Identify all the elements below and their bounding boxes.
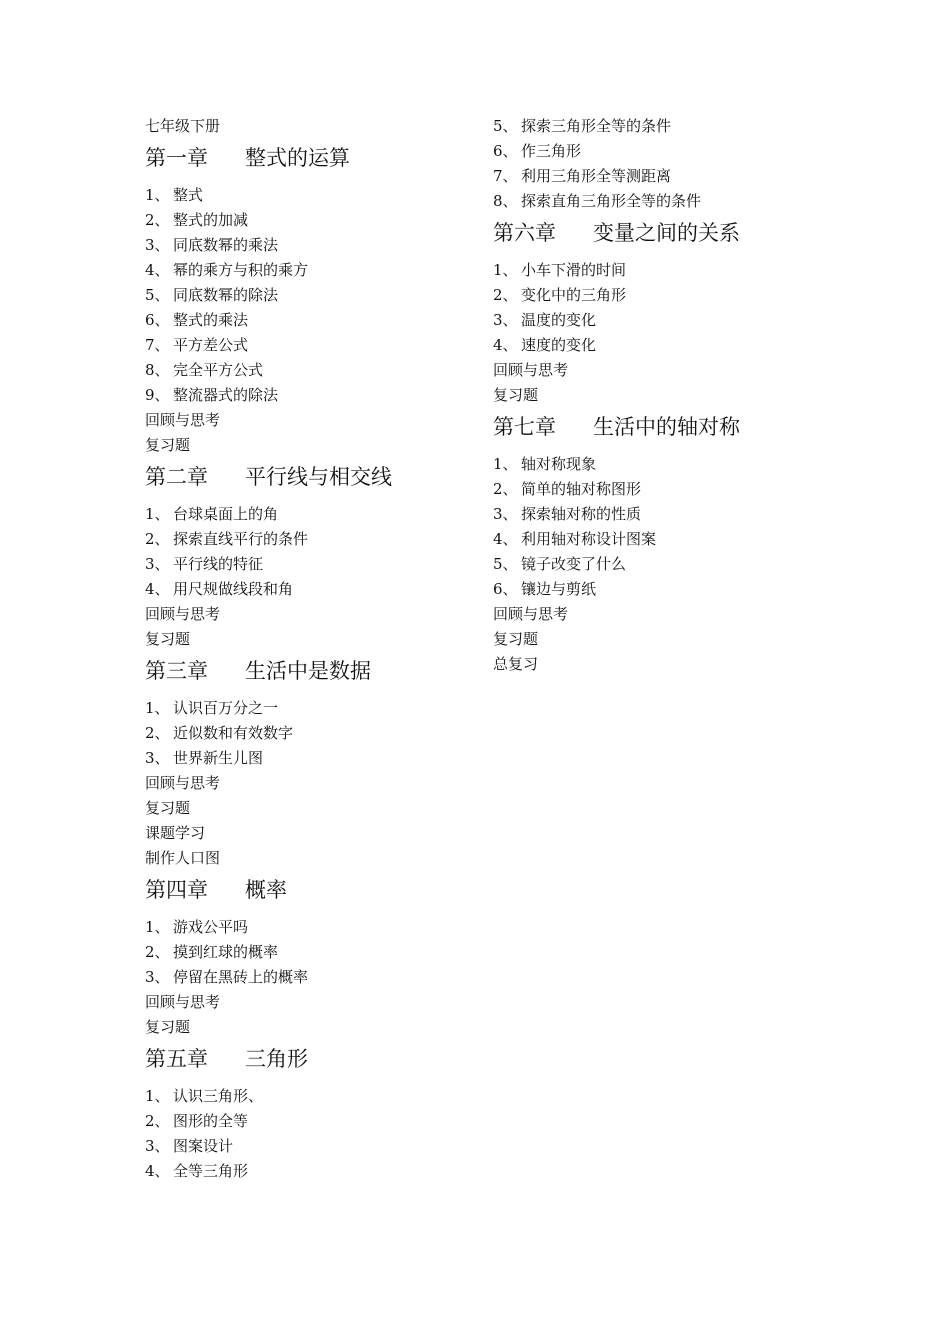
toc-item bbox=[145, 233, 475, 258]
toc-item-number: 3、 bbox=[145, 555, 170, 573]
chapter-number: 第三章 bbox=[145, 659, 208, 683]
chapter-number: 第一章 bbox=[145, 146, 208, 170]
toc-item-number: 7、 bbox=[493, 167, 518, 185]
toc-extra-item: 复习题 bbox=[493, 630, 539, 648]
toc-item-text: 变化中的三角形 bbox=[521, 286, 627, 304]
left-column bbox=[145, 114, 475, 1184]
toc-extra-item: 回顾与思考 bbox=[145, 774, 221, 792]
chapter-title: 整式的运算 bbox=[245, 146, 350, 170]
toc-item bbox=[145, 283, 475, 308]
toc-item bbox=[493, 502, 823, 527]
toc-item-text: 作三角形 bbox=[521, 142, 582, 160]
toc-extra-item: 复习题 bbox=[493, 386, 539, 404]
toc-item bbox=[493, 283, 823, 308]
toc-item-text: 台球桌面上的角 bbox=[173, 505, 279, 523]
right-column bbox=[493, 114, 823, 677]
toc-item bbox=[145, 358, 475, 383]
toc-item-text: 同底数幂的除法 bbox=[173, 286, 279, 304]
toc-item bbox=[145, 208, 475, 233]
toc-item-text: 停留在黑砖上的概率 bbox=[173, 968, 309, 986]
chapter-number: 第七章 bbox=[493, 415, 556, 439]
toc-item bbox=[145, 552, 475, 577]
toc-item bbox=[145, 527, 475, 552]
toc-item-text: 利用轴对称设计图案 bbox=[521, 530, 657, 548]
toc-item-text: 整式的加减 bbox=[173, 211, 249, 229]
toc-item-number: 1、 bbox=[145, 699, 170, 717]
toc-item-text: 平方差公式 bbox=[173, 336, 249, 354]
toc-item-number: 1、 bbox=[493, 261, 518, 279]
toc-item bbox=[145, 696, 475, 721]
toc-item-number: 8、 bbox=[145, 361, 170, 379]
chapter-heading bbox=[145, 875, 475, 905]
chapter-title: 概率 bbox=[245, 878, 287, 902]
chapter-heading bbox=[145, 1044, 475, 1074]
toc-item-text: 认识百万分之一 bbox=[173, 699, 279, 717]
toc-item bbox=[145, 746, 475, 771]
toc-item-text: 探索直线平行的条件 bbox=[173, 530, 309, 548]
chapter-heading bbox=[493, 412, 823, 442]
chapter-number: 第六章 bbox=[493, 221, 556, 245]
chapter-number: 第二章 bbox=[145, 465, 208, 489]
toc-item-number: 6、 bbox=[493, 580, 518, 598]
toc-item-number: 1、 bbox=[145, 505, 170, 523]
toc-item-text: 图案设计 bbox=[173, 1137, 234, 1155]
toc-item-text: 探索三角形全等的条件 bbox=[521, 117, 672, 135]
toc-item bbox=[145, 965, 475, 990]
chapter-title: 平行线与相交线 bbox=[245, 465, 392, 489]
grade-title: 七年级下册 bbox=[145, 117, 221, 135]
toc-item-text: 游戏公平吗 bbox=[173, 918, 249, 936]
toc-item bbox=[493, 164, 823, 189]
toc-item-number: 5、 bbox=[145, 286, 170, 304]
toc-item bbox=[145, 577, 475, 602]
chapter-number: 第五章 bbox=[145, 1047, 208, 1071]
chapter-title: 变量之间的关系 bbox=[593, 221, 740, 245]
right-chapter-list bbox=[493, 218, 823, 677]
toc-item bbox=[493, 552, 823, 577]
toc-item-text: 完全平方公式 bbox=[173, 361, 264, 379]
toc-extra-item: 回顾与思考 bbox=[145, 993, 221, 1011]
toc-item-text: 全等三角形 bbox=[173, 1162, 249, 1180]
toc-item-text: 探索轴对称的性质 bbox=[521, 505, 642, 523]
chapter-section bbox=[145, 143, 475, 458]
chapter-heading bbox=[493, 218, 823, 248]
toc-item-number: 2、 bbox=[145, 211, 170, 229]
toc-item-number: 2、 bbox=[145, 724, 170, 742]
chapter-section bbox=[145, 875, 475, 1040]
toc-item-text: 小车下滑的时间 bbox=[521, 261, 627, 279]
toc-item bbox=[145, 183, 475, 208]
toc-extra-item: 复习题 bbox=[145, 436, 191, 454]
toc-item-text: 整式的乘法 bbox=[173, 311, 249, 329]
toc-item-text: 图形的全等 bbox=[173, 1112, 249, 1130]
chapter-title: 三角形 bbox=[245, 1047, 308, 1071]
toc-item-text: 近似数和有效数字 bbox=[173, 724, 294, 742]
toc-item bbox=[145, 721, 475, 746]
chapter-number: 第四章 bbox=[145, 878, 208, 902]
toc-item bbox=[145, 915, 475, 940]
toc-item bbox=[493, 477, 823, 502]
toc-item-text: 幂的乘方与积的乘方 bbox=[173, 261, 309, 279]
toc-item-text: 世界新生儿图 bbox=[173, 749, 264, 767]
toc-item-text: 摸到红球的概率 bbox=[173, 943, 279, 961]
toc-item bbox=[145, 383, 475, 408]
toc-item-number: 8、 bbox=[493, 192, 518, 210]
toc-item-text: 整流器式的除法 bbox=[173, 386, 279, 404]
chapter-heading bbox=[145, 656, 475, 686]
toc-item bbox=[145, 333, 475, 358]
toc-item-number: 4、 bbox=[145, 580, 170, 598]
toc-item-text: 整式 bbox=[173, 186, 204, 204]
chapter-heading bbox=[145, 143, 475, 173]
toc-item-number: 6、 bbox=[145, 311, 170, 329]
toc-item bbox=[493, 527, 823, 552]
toc-item bbox=[145, 308, 475, 333]
toc-extra-item: 总复习 bbox=[493, 655, 539, 673]
toc-item bbox=[493, 139, 823, 164]
toc-item-number: 4、 bbox=[493, 530, 518, 548]
toc-item bbox=[493, 114, 823, 139]
toc-extra-item: 回顾与思考 bbox=[493, 361, 569, 379]
toc-item-number: 2、 bbox=[145, 1112, 170, 1130]
toc-extra-item: 复习题 bbox=[145, 630, 191, 648]
toc-item-number: 4、 bbox=[493, 336, 518, 354]
toc-item-text: 利用三角形全等测距离 bbox=[521, 167, 672, 185]
toc-item-number: 2、 bbox=[145, 530, 170, 548]
toc-item-text: 镜子改变了什么 bbox=[521, 555, 627, 573]
toc-item bbox=[145, 1159, 475, 1184]
toc-item-text: 温度的变化 bbox=[521, 311, 597, 329]
chapter-heading bbox=[145, 462, 475, 492]
toc-extra-item: 回顾与思考 bbox=[145, 411, 221, 429]
toc-item-number: 2、 bbox=[493, 480, 518, 498]
toc-item bbox=[493, 308, 823, 333]
toc-extra-item: 复习题 bbox=[145, 1018, 191, 1036]
chapter-section bbox=[145, 462, 475, 652]
toc-item bbox=[493, 258, 823, 283]
toc-extra-item: 课题学习 bbox=[145, 824, 206, 842]
toc-item-number: 5、 bbox=[493, 555, 518, 573]
toc-item-text: 简单的轴对称图形 bbox=[521, 480, 642, 498]
toc-item-number: 3、 bbox=[493, 505, 518, 523]
toc-item-number: 1、 bbox=[493, 455, 518, 473]
toc-item bbox=[145, 1084, 475, 1109]
toc-item-number: 4、 bbox=[145, 261, 170, 279]
chapter-title: 生活中是数据 bbox=[245, 659, 371, 683]
toc-extra-item: 回顾与思考 bbox=[145, 605, 221, 623]
toc-item-number: 3、 bbox=[145, 749, 170, 767]
toc-item-number: 1、 bbox=[145, 1087, 170, 1105]
toc-item-text: 同底数幂的乘法 bbox=[173, 236, 279, 254]
toc-item bbox=[493, 333, 823, 358]
toc-item-number: 7、 bbox=[145, 336, 170, 354]
toc-item-text: 轴对称现象 bbox=[521, 455, 597, 473]
chapter-section bbox=[493, 412, 823, 677]
toc-item-number: 3、 bbox=[145, 968, 170, 986]
chapter-section bbox=[145, 656, 475, 871]
toc-item-text: 用尺规做线段和角 bbox=[173, 580, 294, 598]
toc-item-number: 4、 bbox=[145, 1162, 170, 1180]
toc-item bbox=[145, 258, 475, 283]
toc-item-number: 5、 bbox=[493, 117, 518, 135]
toc-extra-item: 复习题 bbox=[145, 799, 191, 817]
toc-item bbox=[493, 189, 823, 214]
toc-item-text: 镶边与剪纸 bbox=[521, 580, 597, 598]
chapter-section bbox=[145, 1044, 475, 1184]
toc-item-number: 3、 bbox=[493, 311, 518, 329]
toc-item-text: 认识三角形、 bbox=[173, 1087, 264, 1105]
toc-item bbox=[145, 1134, 475, 1159]
chapter-section bbox=[493, 218, 823, 408]
toc-extra-item: 回顾与思考 bbox=[493, 605, 569, 623]
toc-item bbox=[145, 940, 475, 965]
toc-item-number: 3、 bbox=[145, 1137, 170, 1155]
toc-extra-item: 制作人口图 bbox=[145, 849, 221, 867]
toc-item bbox=[145, 1109, 475, 1134]
toc-item-number: 6、 bbox=[493, 142, 518, 160]
toc-item-number: 2、 bbox=[145, 943, 170, 961]
toc-item-text: 速度的变化 bbox=[521, 336, 597, 354]
toc-item-number: 3、 bbox=[145, 236, 170, 254]
toc-item-number: 1、 bbox=[145, 186, 170, 204]
toc-item bbox=[493, 452, 823, 477]
left-chapter-list bbox=[145, 143, 475, 1184]
toc-item-text: 平行线的特征 bbox=[173, 555, 264, 573]
toc-item-number: 1、 bbox=[145, 918, 170, 936]
toc-item-text: 探索直角三角形全等的条件 bbox=[521, 192, 702, 210]
chapter-title: 生活中的轴对称 bbox=[593, 415, 740, 439]
toc-item-number: 2、 bbox=[493, 286, 518, 304]
toc-item bbox=[145, 502, 475, 527]
toc-item-number: 9、 bbox=[145, 386, 170, 404]
toc-item bbox=[493, 577, 823, 602]
continued-item-list bbox=[493, 114, 823, 214]
